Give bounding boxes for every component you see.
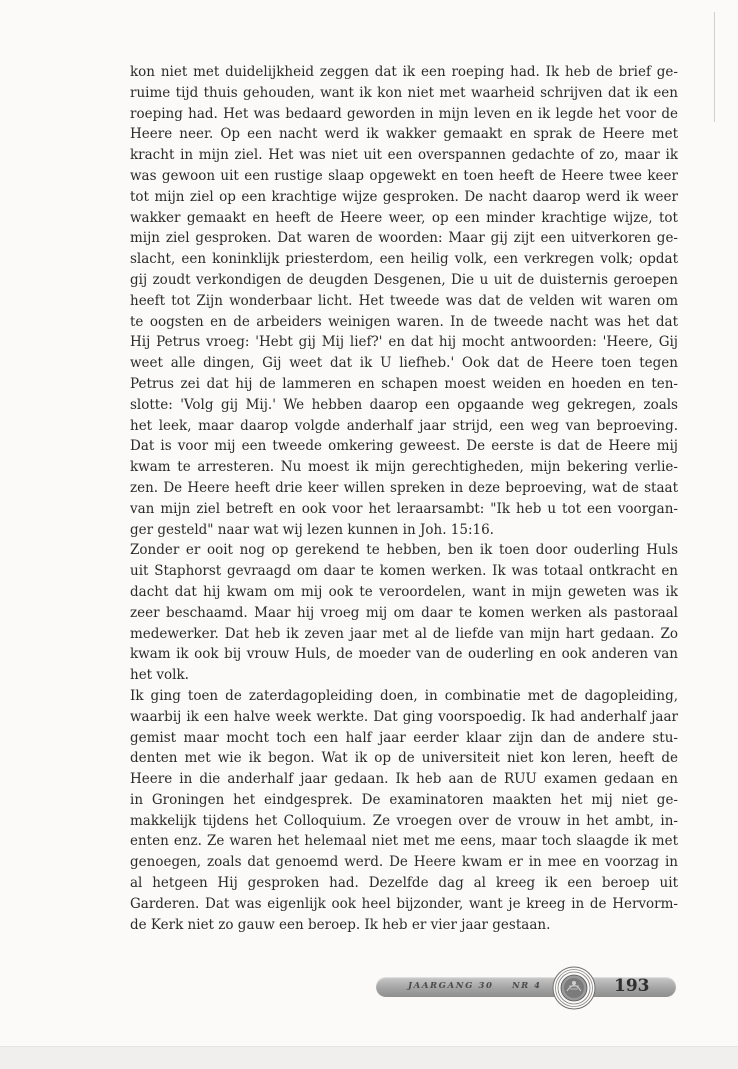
journal-volume-label: JAARGANG 30 bbox=[408, 981, 494, 991]
text-line: Ik ging toen de zaterdagopleiding doen, in combinatie met de dagopleiding, bbox=[130, 687, 678, 704]
text-line: medewerker. Dat heb ik zeven jaar met al de liefde van mijn hart gedaan. Zo bbox=[130, 625, 678, 642]
article-body bbox=[130, 62, 678, 935]
text-line: Petrus zei dat hij de lammeren en schapen moest weiden en hoeden en ten- bbox=[130, 375, 678, 392]
text-line: kon niet met duidelijkheid zeggen dat ik een roeping had. Ik heb de brief ge- bbox=[130, 64, 678, 80]
page-footer bbox=[376, 966, 679, 1006]
text-line: slacht, een koninklijk priesterdom, een heilig volk, een verkregen volk; opdat bbox=[130, 251, 678, 268]
text-line: dacht dat hij kwam om mij ook te veroordelen, want in mijn geweten was ik bbox=[130, 583, 678, 600]
text-line: gemist maar mocht toch een half jaar eerder klaar zijn dan de andere stu- bbox=[130, 729, 678, 746]
page-edge-line bbox=[714, 12, 715, 122]
text-line: al hetgeen Hij gesproken had. Dezelfde dag al kreeg ik een beroep uit bbox=[130, 875, 678, 892]
text-line: wakker gemaakt en heeft de Heere weer, op een minder krachtige wijze, tot bbox=[130, 209, 678, 226]
text-line: ger gesteld" naar wat wij lezen kunnen in Joh. 15:16. bbox=[130, 521, 494, 538]
text-line: uit Staphorst gevraagd om daar te komen werken. Ik was totaal ontkracht en bbox=[130, 563, 678, 580]
text-line: weet alle dingen, Gij weet dat ik U liefheb.' Ook dat de Heere toen tegen bbox=[130, 355, 678, 372]
text-line: Heere in die anderhalf jaar gedaan. Ik heb aan de RUU examen gedaan en bbox=[130, 771, 678, 788]
page-bottom-edge bbox=[0, 1046, 738, 1069]
text-line: zen. De Heere heeft drie keer willen spreken in deze beproeving, wat de staat bbox=[130, 479, 678, 496]
text-line: ruime tijd thuis gehouden, want ik kon niet met waarheid schrijven dat ik een bbox=[130, 84, 678, 101]
text-line: gij zoudt verkondigen de deugden Desgenen, Die u uit de duisternis geroepen bbox=[130, 271, 678, 288]
text-line: denten met wie ik begon. Wat ik op de universiteit niet kon leren, heeft de bbox=[130, 750, 678, 767]
text-line: mijn ziel gesproken. Dat waren de woorden: Maar gij zijt een uitverkoren ge- bbox=[130, 230, 678, 247]
text-line: van mijn ziel betreft en ook voor het leraarsambt: "Ik heb u tot een voorgan- bbox=[130, 500, 678, 517]
issue-number-label: NR 4 bbox=[512, 981, 542, 991]
text-line: in Groningen het eindgesprek. De examinatoren maakten het mij niet ge- bbox=[130, 791, 678, 808]
text-line: was gewoon uit een rustige slaap opgewekt en toen heeft de Heere twee keer bbox=[130, 167, 678, 184]
text-line: tot mijn ziel op een krachtige wijze gesproken. De nacht daarop werd ik weer bbox=[130, 188, 678, 205]
text-line: Hij Petrus vroeg: 'Hebt gij Mij lief?' en dat hij mocht antwoorden: 'Heere, Gij bbox=[130, 334, 678, 351]
text-line: het leek, maar daarop volgde anderhalf jaar strijd, een weg van beproeving. bbox=[130, 417, 678, 434]
text-line: Garderen. Dat was eigenlijk ook heel bijzonder, want je kreeg in de Hervorm- bbox=[130, 895, 678, 912]
text-line: het volk. bbox=[130, 667, 189, 684]
text-line: heeft tot Zijn wonderbaar licht. Het tweede was dat de velden wit waren om bbox=[130, 292, 678, 309]
text-line: te oogsten en de arbeiders weinigen waren. In de tweede nacht was het dat bbox=[130, 313, 678, 330]
text-line: kwam te arresteren. Nu moest ik mijn gerechtigheden, mijn bekering verlie- bbox=[130, 459, 678, 476]
text-line: slotte: 'Volg gij Mij.' We hebben daarop een opgaande weg gekregen, zoals bbox=[130, 396, 678, 413]
text-line: waarbij ik een halve week werkte. Dat ging voorspoedig. Ik had anderhalf jaar bbox=[130, 708, 678, 725]
text-line: Heere neer. Op een nacht werd ik wakker gemaakt en sprak de Heere met bbox=[130, 126, 678, 143]
text-line: kracht in mijn ziel. Het was niet uit een overspannen gedachte of zo, maar ik bbox=[130, 147, 678, 164]
text-line: de Kerk niet zo gauw een beroep. Ik heb er vier jaar gestaan. bbox=[130, 916, 551, 933]
journal-seal-icon bbox=[552, 966, 596, 1010]
text-line: kwam ik ook bij vrouw Huls, de moeder van de ouderling en ook anderen van bbox=[130, 646, 678, 663]
text-line: makkelijk tijdens het Colloquium. Ze vroegen over de vrouw in het ambt, in- bbox=[130, 812, 678, 829]
text-line: Zonder er ooit nog op gerekend te hebben, ben ik toen door ouderling Huls bbox=[130, 542, 678, 559]
text-line: enten enz. Ze waren het helemaal niet met me eens, maar toch slaagde ik met bbox=[130, 833, 678, 850]
text-line: zeer beschaamd. Maar hij vroeg mij om daar te komen werken als pastoraal bbox=[130, 604, 678, 621]
text-line: roeping had. Het was bedaard geworden in mijn leven en ik legde het voor de bbox=[130, 105, 678, 122]
page-number: 193 bbox=[614, 976, 650, 996]
text-line: genoegen, zoals dat genoemd werd. De Heere kwam er in mee en voorzag in bbox=[130, 854, 678, 871]
text-line: Dat is voor mij een tweede omkering geweest. De eerste is dat de Heere mij bbox=[130, 438, 678, 455]
